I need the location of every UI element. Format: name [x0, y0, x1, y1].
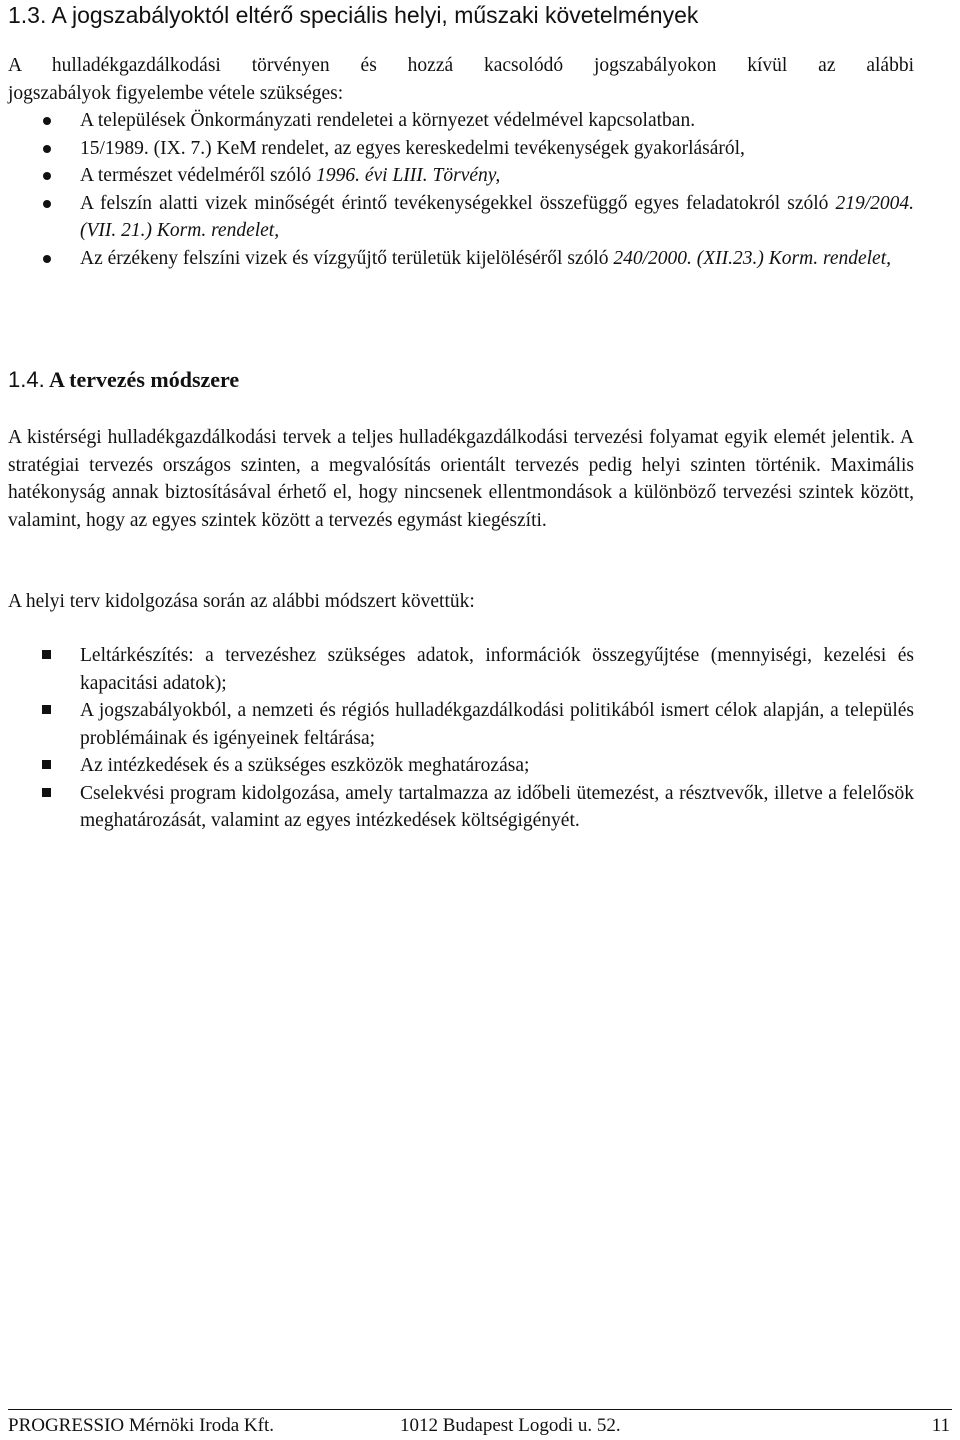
body-paragraph: A kistérségi hulladékgazdálkodási tervek a teljes hulladékgazdálkodási tervezési folyamat egyik elemét jelentik. A stratégiai tervezés országos szinten, a megvalósítás orientált tervezés pedig helyi szinten történik. Maximális hatékonyság annak biztosításával érhető el, hogy nincsenek ellentmondások a különböző tervezési szintek között, valamint, hogy az egyes szintek között a tervezés egymást kiegészíti. — [8, 427, 914, 531]
square-bullet-icon — [42, 650, 51, 659]
list-item — [0, 642, 914, 697]
footer-address: 1012 Budapest Logodi u. 52. — [400, 1415, 621, 1436]
footer-company: PROGRESSIO Mérnöki Iroda Kft. — [8, 1415, 274, 1436]
regulation-text: Az érzékeny felszíni vizek és vízgyűjtő területük kijelöléséről szóló — [80, 247, 614, 269]
list-item — [0, 190, 914, 245]
regulation-text: A természet védelméről szóló — [80, 165, 317, 186]
list-item — [0, 245, 914, 273]
regulation-reference: 219/2004. (VII. 21.) Korm. rendelet, — [80, 192, 914, 241]
regulation-text: 15/1989. (IX. 7.) KeM rendelet, az egyes kereskedelmi tevékenységek gyakorlásáról, — [80, 137, 745, 159]
bullet-dot-icon — [43, 255, 51, 263]
section-number: 1.4. — [8, 367, 45, 392]
section-heading-1-3 — [8, 0, 698, 30]
section-number: 1.3. — [8, 2, 47, 28]
regulation-text: A települések Önkormányzati rendeletei a környezet védelmével kapcsolatban. — [80, 110, 696, 131]
list-item — [0, 162, 914, 190]
method-step-text: Az intézkedések és a szükséges eszközök meghatározása; — [80, 755, 530, 776]
regulation-reference: 240/2000. (XII.23.) Korm. rendelet, — [613, 247, 892, 269]
list-item — [0, 752, 914, 780]
bullet-dot-icon — [43, 145, 51, 153]
intro-paragraph — [8, 52, 914, 107]
list-item — [0, 697, 914, 752]
square-bullet-icon — [42, 705, 51, 714]
page-number: 11 — [931, 1415, 950, 1436]
regulation-reference: 1996. évi LIII. Törvény, — [316, 165, 501, 186]
method-step-text: Cselekvési program kidolgozása, amely tartalmazza az időbeli ütemezést, a résztvevők, illetve a felelősök meghatározását, valamint az egyes intézkedések költségigényét. — [80, 782, 914, 831]
method-step-text: A jogszabályokból, a nemzeti és régiós hulladékgazdálkodási politikából ismert célok alapján, a település problémáinak és igényeinek feltárása; — [80, 700, 914, 749]
bullet-dot-icon — [43, 172, 51, 180]
regulation-text: A felszín alatti vizek minőségét érintő tevékenységekkel összefüggő egyes feladatokról szóló — [80, 192, 836, 214]
section-title: A jogszabályoktól eltérő speciális helyi, műszaki követelmények — [51, 2, 699, 28]
footer-divider — [8, 1409, 952, 1410]
page-footer — [8, 1414, 952, 1438]
method-step-text: Leltárkészítés: a tervezéshez szükséges adatok, információk összegyűjtése (mennyiségi, kezelési és kapacitási adatok); — [80, 645, 914, 694]
body-paragraph: A helyi terv kidolgozása során az alábbi módszert követtük: — [8, 591, 475, 612]
list-item — [0, 780, 914, 835]
bullet-dot-icon — [43, 200, 51, 208]
section-heading-1-4 — [8, 365, 239, 395]
regulation-list — [0, 107, 960, 272]
square-bullet-icon — [42, 760, 51, 769]
list-item — [0, 107, 914, 135]
section-title: A tervezés módszere — [49, 367, 240, 392]
list-item — [0, 135, 914, 163]
bullet-dot-icon — [43, 117, 51, 125]
intro-line-1: A hulladékgazdálkodási törvényen és hozzá kacsolódó jogszabályokon kívül az alábbi — [8, 55, 914, 76]
intro-line-2: jogszabályok figyelembe vétele szükséges: — [8, 82, 344, 104]
square-bullet-icon — [42, 788, 51, 797]
method-list — [0, 642, 960, 835]
